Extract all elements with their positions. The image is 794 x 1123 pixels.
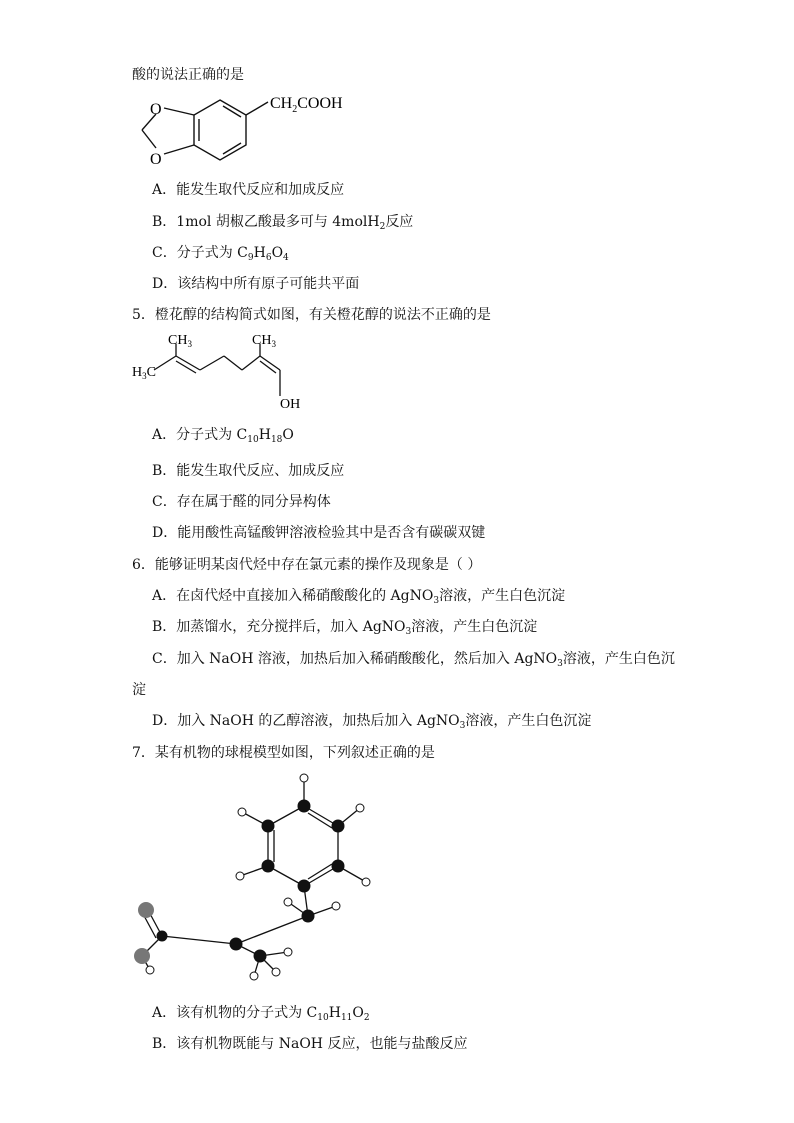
- q6-option-c: C．加入 NaOH 溶液，加热后加入稀硝酸酸化，然后加入 AgNO$_3$溶液，产生白色沉: [152, 651, 675, 669]
- carbon-atom: [332, 820, 345, 833]
- ch3-label-left: $CH_3$: [168, 333, 192, 349]
- oxygen-atom: [138, 902, 154, 918]
- q4-option-d: D．该结构中所有原子可能共平面: [152, 276, 360, 292]
- question-6-stem: 6．能够证明某卤代烃中存在氯元素的操作及现象是（ ）: [132, 557, 482, 573]
- q6-option-d: D．加入 NaOH 的乙醇溶液，加热后加入 AgNO$_3$溶液，产生白色沉淀: [152, 713, 592, 731]
- question-4-stem-tail: 酸的说法正确的是: [132, 67, 244, 83]
- q4-structure-diagram: [130, 88, 380, 178]
- q5-option-d: D．能用酸性高锰酸钾溶液检验其中是否含有碳碳双键: [152, 525, 486, 541]
- h3c-label: $H_3C$: [132, 365, 156, 381]
- hydrogen-atom: [238, 808, 246, 816]
- carbon-atom: [157, 931, 168, 942]
- oxygen-atom: [134, 948, 150, 964]
- ch3-label-right: $CH_3$: [252, 333, 276, 349]
- carbon-atom: [298, 800, 311, 813]
- hydrogen-atom: [284, 948, 292, 956]
- hydrogen-atom: [272, 968, 280, 976]
- side-chain-label: $CH_2COOH$: [270, 95, 343, 115]
- question-7-stem: 7．某有机物的球棍模型如图，下列叙述正确的是: [132, 745, 435, 761]
- carbon-atom: [262, 860, 275, 873]
- hydrogen-atom: [300, 774, 308, 782]
- q7-option-a: A．该有机物的分子式为 $C_{10}H_{11}O_2$: [152, 1005, 370, 1023]
- hydrogen-atom: [332, 902, 340, 910]
- q5-structure-diagram: [130, 330, 330, 410]
- q6-option-c-wrap: 淀: [132, 682, 146, 698]
- carbon-atom: [302, 910, 315, 923]
- ring-oxygen-upper: O: [150, 101, 162, 118]
- q4-option-a: A．能发生取代反应和加成反应: [152, 182, 345, 198]
- carbon-atom: [298, 880, 311, 893]
- oh-label: OH: [280, 397, 301, 412]
- q7-ball-and-stick-model: [126, 770, 386, 990]
- q5-option-a: A．分子式为 $C_{10}H_{18}O$: [152, 427, 294, 445]
- carbon-atom: [230, 938, 243, 951]
- q4-option-b: B．1mol 胡椒乙酸最多可与 4molH$_2$反应: [152, 214, 414, 232]
- hydrogen-atom: [146, 966, 154, 974]
- hydrogen-atom: [356, 804, 364, 812]
- q4-option-c: C．分子式为 $C_9H_6O_4$: [152, 245, 289, 263]
- hydrogen-atom: [284, 898, 292, 906]
- carbon-atom: [332, 860, 345, 873]
- hydrogen-atom: [362, 878, 370, 886]
- carbon-atom: [262, 820, 275, 833]
- hydrogen-atom: [236, 872, 244, 880]
- nitrogen-atom: [254, 950, 267, 963]
- q6-option-b: B．加蒸馏水，充分搅拌后，加入 AgNO$_3$溶液，产生白色沉淀: [152, 619, 538, 637]
- ring-oxygen-lower: O: [150, 151, 162, 168]
- q5-option-c: C．存在属于醛的同分异构体: [152, 494, 331, 510]
- q7-option-b: B．该有机物既能与 NaOH 反应，也能与盐酸反应: [152, 1036, 468, 1052]
- q5-option-b: B．能发生取代反应、加成反应: [152, 463, 345, 479]
- q6-option-a: A．在卤代烃中直接加入稀硝酸酸化的 AgNO$_3$溶液，产生白色沉淀: [152, 588, 566, 606]
- question-5-stem: 5．橙花醇的结构简式如图，有关橙花醇的说法不正确的是: [132, 307, 491, 323]
- hydrogen-atom: [250, 972, 258, 980]
